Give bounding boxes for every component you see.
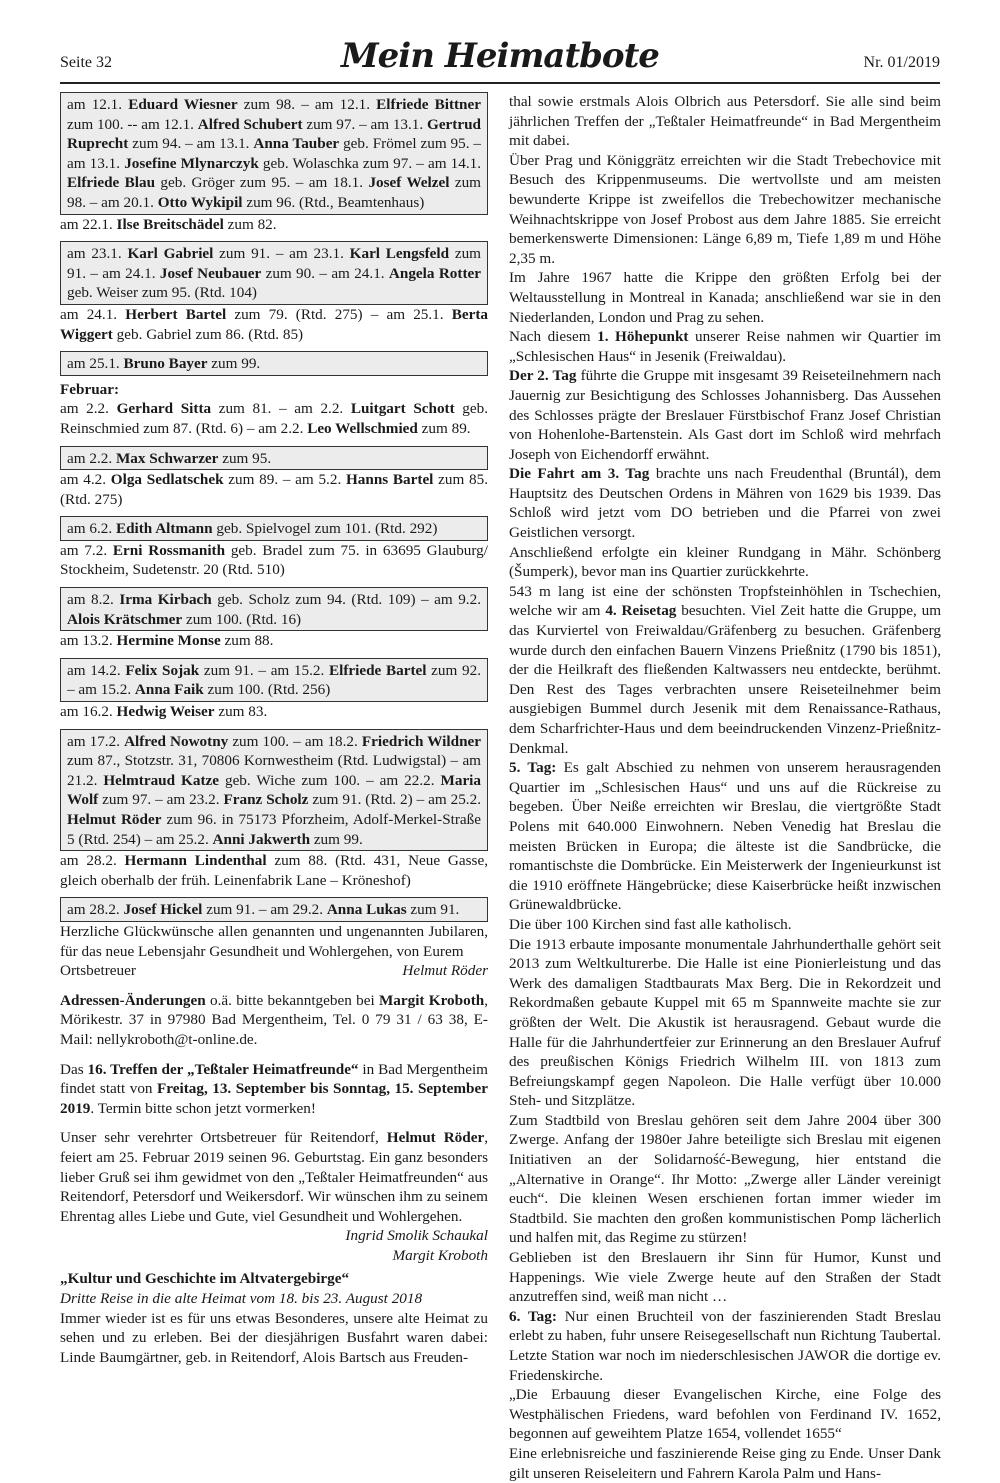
article-paragraph: thal sowie erstmals Alois Olbrich aus Petersdorf. Sie alle sind beim jährlichen Treffen der „Teßtaler Heimatfreunde“ in Bad Mergentheim mit dabei. [509, 93, 941, 150]
birthday-entry: am 28.2. Hermann Lindenthal zum 88. (Rtd. 431, Neue Gasse, gleich oberhalb der früh. Leinenfabrik Lane – Kröneshof) [60, 852, 488, 889]
page-number: Seite 32 [60, 54, 112, 71]
birthday-entry-box: am 17.2. Alfred Nowotny zum 100. – am 18.2. Friedrich Wildner zum 87., Stotzstr. 31, 70806 Kornwestheim (Rtd. Ludwigstal) – am 21.2. Helmtraud Katze geb. Wiche zum 100. – am 22.2. Maria Wolf zum 97. – am 23.2. Franz Scholz zum 91. (Rtd. 2) – am 25.2. Helmut Röder zum 96. in 75173 Pforzheim, Adolf-Merkel-Straße 5 (Rtd. 254) – am 25.2. Anni Jakwerth zum 99. [60, 729, 488, 852]
address-notice: Adressen-Änderungen o.ä. bitte bekanntgeben bei Margit Kroboth, Mörikestr. 37 in 97980 Bad Mergentheim, Tel. 0 79 31 / 63 38, E-Mail: nellykroboth@t-online.de. [60, 991, 488, 1048]
signature-line: Margit Kroboth [392, 1246, 488, 1264]
birthday-tribute: Unser sehr verehrter Ortsbetreuer für Reitendorf, Helmut Röder, feiert am 25. Februar 2019 seinen 96. Geburtstag. Ein ganz besonders lieber Gruß sei ihm gewidmet von den „Teßtaler Heimatfreunden“ aus Reitendorf, Petersdorf und Weikersdorf. Wir wünschen ihm zu seinem Ehrentag alles Liebe und Gute, viel Gesundheit und Wohlergehen. [60, 1129, 489, 1225]
issue-number: Nr. 01/2019 [863, 54, 940, 71]
article-paragraph: Nach diesem 1. Höhepunkt unserer Reise nahmen wir Quartier im „Schlesischen Haus“ in Jesenik (Freiwaldau). [509, 328, 941, 365]
birthday-entry-box: am 2.2. Max Schwarzer zum 95. [60, 446, 488, 471]
birthday-entry: am 13.2. Hermine Monse zum 88. [60, 632, 274, 650]
birthday-entry-box: am 14.2. Felix Sojak zum 91. – am 15.2. Elfriede Bartel zum 92. – am 15.2. Anna Faik zum 100. (Rtd. 256) [60, 658, 488, 702]
birthday-entry: am 24.1. Herbert Bartel zum 79. (Rtd. 275) – am 25.1. Berta Wiggert geb. Gabriel zum 86. (Rtd. 85) [60, 305, 488, 343]
article-paragraph: Geblieben ist den Breslauern ihr Sinn für Humor, Kunst und Happenings. Wie viele Zwerge heute auf den Straßen der Stadt anzutreffen sind, weiß man nicht … [509, 1249, 941, 1306]
birthday-entry: am 7.2. Erni Rossmanith geb. Bradel zum 75. in 63695 Glauburg/ Stockheim, Sudetenstr. 20 (Rtd. 510) [60, 541, 488, 579]
page-header [60, 36, 940, 84]
birthday-entry: am 16.2. Hedwig Weiser zum 83. [60, 703, 268, 721]
greeting-signature: Ortsbetreuer Helmut Röder [60, 962, 488, 980]
article-paragraph: Über Prag und Königgrätz erreichten wir die Stadt Trebechovice mit Besuch des Krippenmuseums. Die wertvollste und am meisten bewunderte Krippe ist zweifellos die Trebechowitzer mechanische Weihnachtskrippe von Josef Probost aus dem Jahre 1885. Sie erreicht bemerkenswerte Dimensionen: Länge 6,89 m, Tiefe 1,89 m und Höhe 2,35 m. [509, 151, 941, 267]
article-paragraph: Eine erlebnisreiche und faszinierende Reise ging zu Ende. Unser Dank gilt unseren Reiseleitern und Fahrern Karola Palm und Hans- [509, 1444, 941, 1482]
article-paragraph: Zum Stadtbild von Breslau gehören seit dem Jahre 2004 über 300 Zwerge. Anfang der 1980er Jahre beteiligte sich Breslau mit eigenen Initiativen an der Solidarność-Bewegung, hier entstand die „Alternative in Orange“. Ihr Motto: „Zwerge aller Länder vereinigt euch“. Die kleinen Wesen erschienen fortan immer wieder im Stadtbild. Sie machten den großen kommunistischen Pomp lächerlich und halfen mit, das Regime zu stürzen! [509, 1111, 941, 1247]
article-title: „Kultur und Geschichte im Altvatergebirge“ [60, 1270, 350, 1288]
article-paragraph: Der 2. Tag führte die Gruppe mit insgesamt 39 Reiseteilnehmern nach Jauernig zur Besichtigung des Schlosses Johannisberg. Das Aussehen des Schlosses prägte der Breslauer Fürstbischof Franz Josef Christian von Hohenlohe-Bartenstein. Als Gast dort im Schloß wird mehrfach Joseph von Eichendorff erwähnt. [509, 367, 942, 463]
article-subtitle: Dritte Reise in die alte Heimat vom 18. bis 23. August 2018 [60, 1290, 423, 1308]
article-paragraph: 6. Tag: Nur einen Bruchteil von der faszinierenden Stadt Breslau erlebt zu haben, fuhr unsere Reisegesellschaft nun Richtung Taubertal. Letzte Station war noch im niederschlesischen JAWOR die dortige ev. Friedenskirche. [509, 1307, 941, 1384]
masthead-logo: Mein Heimatbote [341, 36, 659, 76]
birthday-entry-box: am 12.1. Eduard Wiesner zum 98. – am 12.1. Elfriede Bittner zum 100. -- am 12.1. Alfred Schubert zum 97. – am 13.1. Gertrud Ruprecht zum 94. – am 13.1. Anna Tauber geb. Frömel zum 95. – am 13.1. Josefine Mlynarczyk geb. Wolaschka zum 97. – am 14.1. Elfriede Blau geb. Gröger zum 95. – am 18.1. Josef Welzel zum 98. – am 20.1. Otto Wykipil zum 96. (Rtd., Beamtenhaus) [60, 92, 488, 215]
birthday-entry-box: am 6.2. Edith Altmann geb. Spielvogel zum 101. (Rtd. 292) [60, 516, 488, 541]
article-paragraph: Anschließend erfolgte ein kleiner Rundgang in Mähr. Schönberg (Šumperk), bevor man ins Quartier zurückkehrte. [509, 543, 941, 581]
article-paragraph: Im Jahre 1967 hatte die Krippe den größten Erfolg bei der Weltausstellung in Montreal in Kanada; anschließend war sie in den Niederlanden, London und Prag zu sehen. [509, 269, 941, 326]
article-quote: „Die Erbauung dieser Evangelischen Kirche, eine Folge des Westphälischen Friedens, ward befohlen von Ferdinand IV. 1652, begonnen auf geweihtem Platze 1654, vollendet 1655“ [509, 1386, 941, 1443]
article-paragraph: Immer wieder ist es für uns etwas Besonderes, unsere alte Heimat zu sehen und zu erleben. Bei der diesjährigen Busfahrt waren dabei: Linde Baumgärtner, geb. in Reitendorf, Alois Bartsch aus Freuden- [60, 1309, 488, 1366]
article-paragraph: Die 1913 erbaute imposante monumentale Jahrhunderthalle gehört seit 2013 zum Weltkulturerbe. Die Halle ist eine Pionierleistung und das Werk des damaligen Stadtbaurats Max Berg. Die in Rekordzeit und Rekordmaßen gebaute Kuppel mit 65 m Spannweite machte sie zur größten der Welt. Die Akustik ist herausragend. Gebaut wurde die Halle für die Jahrhundertfeier zur Erinnerung an den Breslauer Aufruf des preußischen Königs Friedrich Wilhelm III. von 1813 zum Befreiungskampf gegen Napoleon. Die Halle verfügt über 10.000 Steh- und Sitzplätze. [509, 935, 941, 1110]
birthday-entry: am 22.1. Ilse Breitschädel zum 82. [60, 215, 277, 233]
article-paragraph: 543 m lang ist eine der schönsten Tropfsteinhöhlen in Tschechien, welche wir am 4. Reisetag besuchten. Viel Zeit hatte die Gruppe, um das Kurviertel von Freiwaldau/Gräfenberg zu besuchen. Gräfenberg wurde durch den einfachen Bauern Vinzens Prießnitz (1790 bis 1851), der die Heilkraft des fließenden Kaltwassers neu entdeckte, berühmt. Den Rest des Tages verbrachten unsere Reiseteilnehmer beim ausgiebigen Bummel durch Jesenik mit dem Renaissance-Rathaus, dem Scharfrichter-Haus und dem beeindruckenden Vinzenz-Prießnitz-Denkmal. [509, 582, 942, 757]
month-heading: Februar: [60, 380, 120, 398]
birthday-entry-box: am 28.2. Josef Hickel zum 91. – am 29.2. Anna Lukas zum 91. [60, 897, 488, 922]
article-paragraph: 5. Tag: Es galt Abschied zu nehmen von unserem herausragenden Quartier im „Schlesischen Haus“ und uns auf die Rückreise zu begeben. Über Neiße erreichten wir Breslau, die viertgrößte Stadt Polens mit 640.000 Einwohnern. Neben Venedig hat Breslau die meisten Brücken in Europa; die älteste ist die Sandbrücke, die romantischste die Dombrücke. Ein Meisterwerk der Ingenieurkunst ist die 1910 eröffnete Hängebrücke; diese Kaiserbrücke heißt inzwischen Grünewaldbrücke. [509, 759, 941, 914]
left-column [60, 92, 488, 1367]
birthday-entry: am 2.2. Gerhard Sitta zum 81. – am 2.2. Luitgart Schott geb. Reinschmied zum 87. (Rtd. 6) – am 2.2. Leo Wellschmied zum 89. [60, 400, 489, 437]
birthday-entry-box: am 23.1. Karl Gabriel zum 91. – am 23.1. Karl Lengsfeld zum 91. – am 24.1. Josef Neubauer zum 90. – am 24.1. Angela Rotter geb. Weiser zum 95. (Rtd. 104) [60, 241, 488, 305]
meeting-notice: Das 16. Treffen der „Teßtaler Heimatfreunde“ in Bad Mergentheim findet statt von Freitag, 13. September bis Sonntag, 15. September 2019. Termin bitte schon jetzt vormerken! [60, 1060, 488, 1117]
article-paragraph: Die Fahrt am 3. Tag brachte uns nach Freudenthal (Bruntál), dem Hauptsitz des Deutschen Ordens in Mähren von 1629 bis 1939. Das Schloß wird jetzt vom DO betrieben und die Pfarrei von zwei Geistlichen versorgt. [509, 465, 941, 542]
right-column [509, 92, 941, 1483]
signature-line: Ingrid Smolik Schaukal [345, 1227, 488, 1245]
article-paragraph: Die über 100 Kirchen sind fast alle katholisch. [509, 915, 792, 933]
birthday-entry: am 4.2. Olga Sedlatschek zum 89. – am 5.2. Hanns Bartel zum 85. (Rtd. 275) [60, 471, 488, 508]
birthday-entry-box: am 8.2. Irma Kirbach geb. Scholz zum 94. (Rtd. 109) – am 9.2. Alois Krätschmer zum 100. (Rtd. 16) [60, 587, 488, 631]
greeting-paragraph: Herzliche Glückwünsche allen genannten und ungenannten Jubilaren, für das neue Lebensjahr Gesundheit und Wohlergehen, von Eurem [60, 922, 488, 960]
birthday-entry-box: am 25.1. Bruno Bayer zum 99. [60, 351, 488, 376]
